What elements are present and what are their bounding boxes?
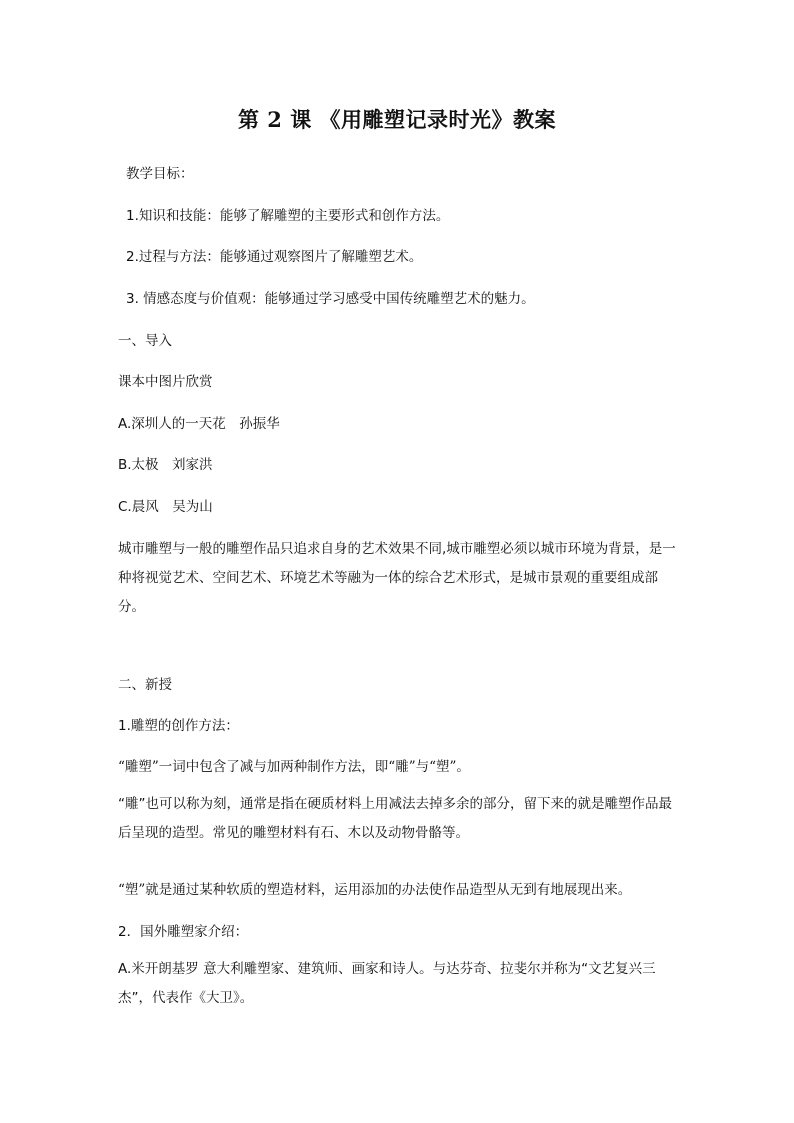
section-2-heading: 二、新授 xyxy=(118,677,172,693)
method-paragraph-2: “雕”也可以称为刻，通常是指在硬质材料上用减法去掉多余的部分，留下来的就是雕塑作品最后呈现的造型。常见的雕塑材料有石、木以及动物骨骼等。 xyxy=(118,796,672,841)
method-subheading: 1.雕塑的创作方法： xyxy=(118,718,239,734)
method-paragraph-3: “塑”就是通过某种软质的塑造材料，运用添加的办法使作品造型从无到有地展现出来。 xyxy=(118,882,632,898)
michelangelo-paragraph: A.米开朗基罗 意大利雕塑家、建筑师、画家和诗人。与达芬奇、拉斐尔并称为“文艺复兴三杰”，代表作《大卫》。 xyxy=(118,961,656,1006)
objective-item-3: 3. 情感态度与价值观：能够通过学习感受中国传统雕塑艺术的魅力。 xyxy=(126,291,535,307)
urban-sculpture-paragraph: 城市雕塑与一般的雕塑作品只追求自身的艺术效果不同,城市雕塑必须以城市环境为背景，是一种将视觉艺术、空间艺术、环境艺术等融为一体的综合艺术形式，是城市景观的重要组成部分。 xyxy=(118,541,676,615)
objective-item-2: 2.过程与方法：能够通过观察图片了解雕塑艺术。 xyxy=(126,249,423,265)
foreign-sculptors-subheading: 2．国外雕塑家介绍： xyxy=(118,924,249,940)
artwork-item-c: C.晨风 吴为山 xyxy=(118,499,213,515)
artwork-item-a: A.深圳人的一天花 孙振华 xyxy=(118,416,280,432)
page-title: 第 2 课 《用雕塑记录时光》教案 xyxy=(237,107,557,132)
artwork-item-b: B.太极 刘家洪 xyxy=(118,457,213,473)
objectives-heading: 教学目标： xyxy=(126,166,194,182)
section-1-intro: 课本中图片欣赏 xyxy=(118,374,213,390)
section-1-heading: 一、导入 xyxy=(118,333,172,349)
method-paragraph-1: “雕塑”一词中包含了减与加两种制作方法，即“雕”与“塑”。 xyxy=(118,759,470,775)
objective-item-1: 1.知识和技能：能够了解雕塑的主要形式和创作方法。 xyxy=(126,208,450,224)
